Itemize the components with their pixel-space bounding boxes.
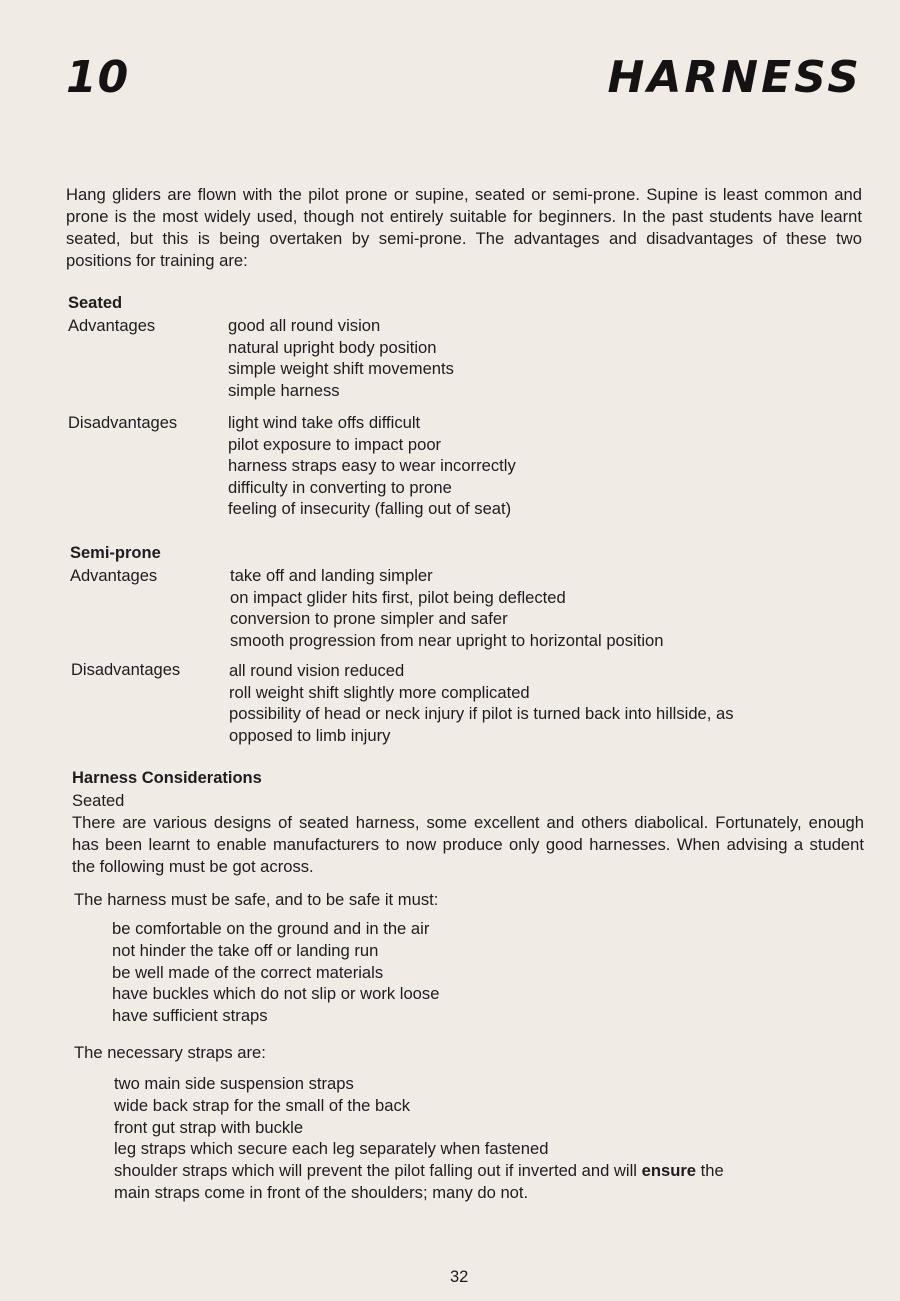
chapter-title: HARNESS <box>607 52 862 103</box>
emphasis-text: ensure <box>641 1161 697 1181</box>
chapter-number: 10 <box>66 52 130 103</box>
seated-heading: Seated <box>68 294 123 312</box>
list-item: all round vision reduced <box>229 661 405 680</box>
must-list <box>112 918 439 1027</box>
list-item <box>114 1160 874 1182</box>
list-item: difficulty in converting to prone <box>228 477 452 497</box>
intro-paragraph: Hang gliders are flown with the pilot prone or supine, seated or semi-prone. Supine is least common and prone is the most widely used, though not entirely suitable for beginners. In the past students have learnt seated, but this is being overtaken by semi-prone. The advantages and disadvantages of these two positions for training are: <box>66 185 862 270</box>
list-item: smooth progression from near upright to horizontal position <box>230 630 664 650</box>
list-item: roll weight shift slightly more complicated <box>229 682 530 702</box>
list-item: two main side suspension straps <box>114 1074 354 1093</box>
page-number: 32 <box>450 1268 469 1286</box>
list-item: front gut strap with buckle <box>114 1117 304 1137</box>
list-item: be comfortable on the ground and in the air <box>112 919 430 938</box>
list-item: simple harness <box>228 380 340 400</box>
considerations-heading: Harness Considerations <box>72 769 262 787</box>
seated-advantages-list <box>228 315 454 401</box>
considerations-paragraph: There are various designs of seated harness, some excellent and others diabolical. Fortunately, enough has been learnt to enable manufacturers to now produce only good harnesses. When advising a student the following must be got across. <box>72 813 864 876</box>
shoulder-text: shoulder straps which will prevent the pilot falling out if inverted and will <box>114 1161 637 1181</box>
list-item: conversion to prone simpler and safer <box>230 609 508 629</box>
seated-disadvantages-label: Disadvantages <box>68 414 178 432</box>
semi-prone-advantages-list <box>230 565 664 651</box>
list-item: not hinder the take off or landing run <box>112 940 379 960</box>
shoulder-text-end: the <box>700 1161 724 1181</box>
semi-prone-heading: Semi-prone <box>70 544 161 562</box>
list-item: possibility of head or neck injury if pilot is turned back into hillside, as <box>229 704 734 724</box>
list-item: feeling of insecurity (falling out of seat) <box>228 499 512 519</box>
considerations-subheading: Seated <box>72 792 125 810</box>
semi-prone-disadvantages-label: Disadvantages <box>71 661 181 679</box>
list-item: harness straps easy to wear incorrectly <box>228 456 516 476</box>
list-item: light wind take offs difficult <box>228 413 421 432</box>
semi-prone-disadvantages-list <box>229 660 734 746</box>
list-item: have buckles which do not slip or work loose <box>112 984 440 1004</box>
list-item: wide back strap for the small of the back <box>114 1095 411 1115</box>
list-item: simple weight shift movements <box>228 359 454 379</box>
list-item: main straps come in front of the shoulders; many do not. <box>114 1182 529 1202</box>
must-intro: The harness must be safe, and to be safe it must: <box>74 890 439 909</box>
straps-list <box>114 1073 874 1204</box>
list-item: pilot exposure to impact poor <box>228 434 442 454</box>
seated-disadvantages-list <box>228 412 516 520</box>
list-item: on impact glider hits first, pilot being deflected <box>230 587 566 607</box>
seated-advantages-label: Advantages <box>68 317 156 335</box>
semi-prone-advantages-label: Advantages <box>70 567 158 585</box>
list-item: natural upright body position <box>228 337 437 357</box>
list-item: opposed to limb injury <box>229 725 391 745</box>
list-item: take off and landing simpler <box>230 566 433 585</box>
list-item: have sufficient straps <box>112 1006 268 1026</box>
list-item: good all round vision <box>228 316 381 335</box>
list-item: be well made of the correct materials <box>112 962 384 982</box>
list-item: leg straps which secure each leg separately when fastened <box>114 1139 549 1159</box>
straps-intro: The necessary straps are: <box>74 1043 266 1062</box>
